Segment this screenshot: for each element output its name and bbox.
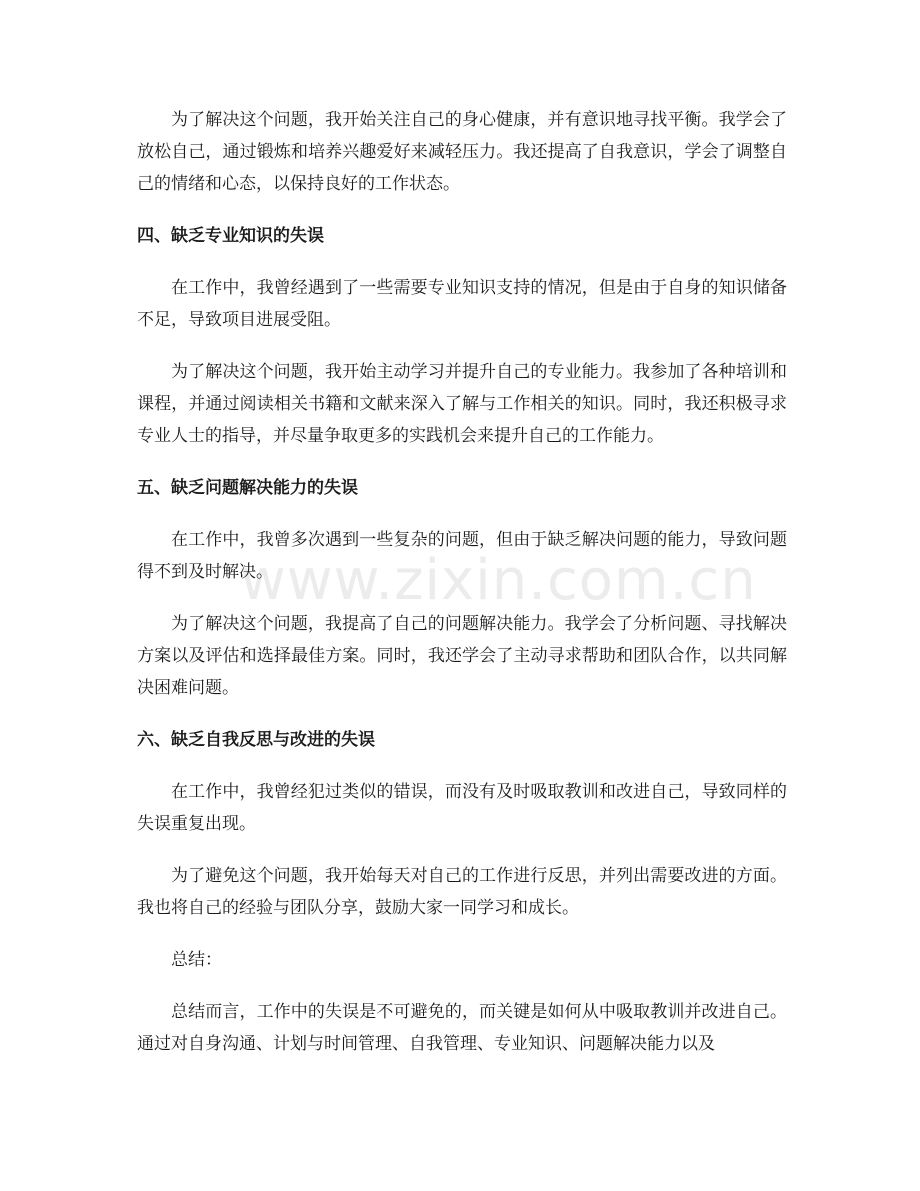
paragraph: 为了解决这个问题，我开始关注自己的身心健康，并有意识地寻找平衡。我学会了放松自己，通过锻炼和培养兴趣爱好来减轻压力。我还提高了自我意识，学会了调整自己的情绪和心态，以保持良好的工作状态。 — [137, 110, 787, 194]
section-heading-4: 四、缺乏专业知识的失误 — [137, 226, 324, 246]
document-body — [137, 104, 787, 1060]
section-heading-5: 五、缺乏问题解决能力的失误 — [137, 478, 358, 498]
paragraph: 在工作中，我曾多次遇到一些复杂的问题，但由于缺乏解决问题的能力，导致问题得不到及时解决。 — [137, 530, 787, 582]
paragraph: 为了解决这个问题，我开始主动学习并提升自己的专业能力。我参加了各种培训和课程，并通过阅读相关书籍和文献来深入了解与工作相关的知识。同时，我还积极寻求专业人士的指导，并尽量争取更多的实践机会来提升自己的工作能力。 — [137, 362, 787, 446]
summary-label: 总结： — [171, 950, 222, 970]
watermark-text: www.zixin.com.cn — [240, 548, 757, 613]
paragraph: 为了避免这个问题，我开始每天对自己的工作进行反思，并列出需要改进的方面。我也将自己的经验与团队分享，鼓励大家一同学习和成长。 — [137, 866, 787, 918]
paragraph: 总结而言，工作中的失误是不可避免的，而关键是如何从中吸取教训并改进自己。通过对自身沟通、计划与时间管理、自我管理、专业知识、问题解决能力以及 — [137, 1002, 787, 1054]
paragraph: 在工作中，我曾经遇到了一些需要专业知识支持的情况，但是由于自身的知识储备不足，导致项目进展受阻。 — [137, 278, 787, 330]
paragraph: 在工作中，我曾经犯过类似的错误，而没有及时吸取教训和改进自己，导致同样的失误重复出现。 — [137, 782, 787, 834]
section-heading-6: 六、缺乏自我反思与改进的失误 — [137, 730, 375, 750]
paragraph: 为了解决这个问题，我提高了自己的问题解决能力。我学会了分析问题、寻找解决方案以及评估和选择最佳方案。同时，我还学会了主动寻求帮助和团队合作，以共同解决困难问题。 — [137, 614, 787, 698]
